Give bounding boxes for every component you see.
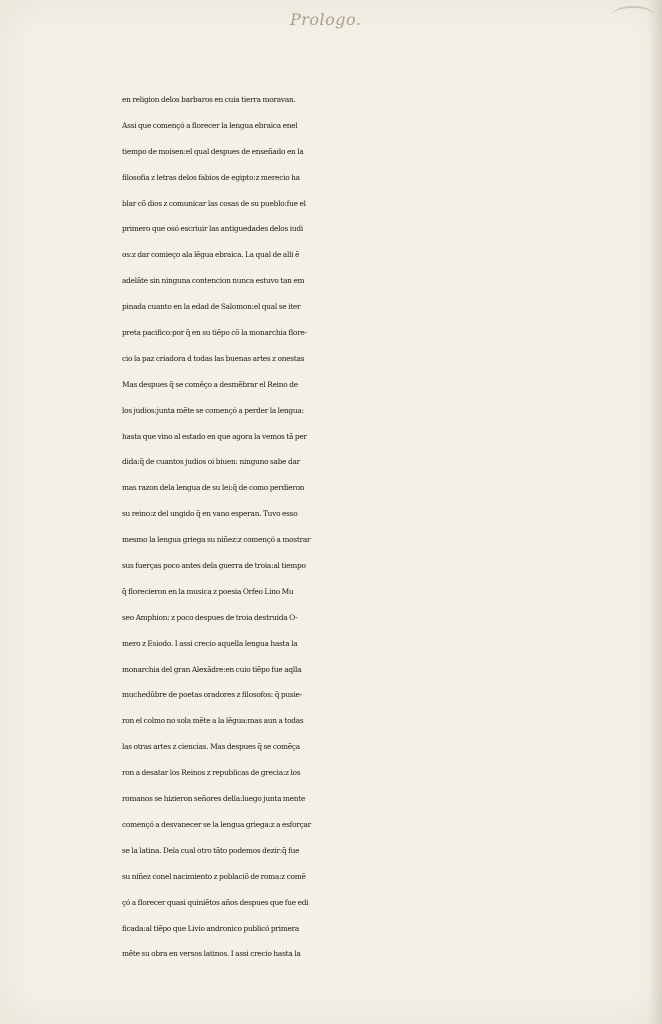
text-line: pinada cuanto en la edad de Salomon:el qual se iter: [122, 302, 301, 312]
text-line: se la latina. Dela cual otro tãto podemos dezir:q̃ fue: [122, 845, 300, 855]
body-text: [122, 87, 592, 967]
text-line: primero que osó escriuir las antiguedades delos iudi: [122, 224, 303, 234]
text-line: muchedũbre de poetas oradores z filosofos: q̃ pusie-: [122, 690, 302, 700]
text-line: blar cõ dios z comunicar las cosas de su pueblo:fue el: [122, 198, 306, 208]
text-line: su reino:z del ungido q̃ en vano esperan. Tuvo esso: [122, 509, 298, 519]
text-line: las otras artes z ciencias. Mas despues q̃ se comẽça: [122, 742, 300, 752]
text-line: monarchia del gran Alexãdre:en cuio tiẽpo fue aqlla: [122, 664, 302, 674]
text-line: çó a florecer quasi quiniẽtos años despues que fue edi: [122, 897, 309, 907]
text-line: os:z dar comieço ala lẽgua ebraica. La qual de alli ẽ: [122, 250, 300, 260]
text-line: en religion delos barbaros en cuia tierra moravan.: [122, 95, 296, 104]
text-line: tiempo de moisen:el qual despues de enseñado en la: [122, 146, 304, 156]
running-head: Prologo.: [290, 10, 362, 29]
text-line: sus fuerças poco antes dela guerra de troia:al tiempo: [122, 561, 306, 571]
text-line: preta pacifico:por q̃ en su tiẽpo cõ la monarchia flore-: [122, 328, 307, 338]
text-line: mẽte su obra en versos latinos. I assi crecio hasta la: [122, 949, 301, 959]
text-line: mero z Esiodo. I assi crecio aquella lengua hasta la: [122, 638, 298, 648]
text-line: adelãte sin ninguna contencion nunca estuvo tan em: [122, 276, 305, 286]
text-line: seo Amphion: z poco despues de troia destruida O-: [122, 612, 298, 622]
text-line: cio la paz criadora d todas las buenas artes z onestas: [122, 353, 305, 363]
text-line: mesmo la lengua griega su niñez:z començó a mostrar: [122, 535, 311, 545]
text-line: mas razon dela lengua de su lei:q̃ de como perdieron: [122, 483, 305, 493]
text-line: hasta que vino al estado en que agora la vemos tã per: [122, 431, 307, 441]
text-line: su niñez conel nacimiento z poblaciõ de roma:z comẽ: [122, 871, 306, 881]
faint-library-stamp: ·: [283, 978, 286, 985]
text-line: Assi que començó a florecer la lengua ebraica enel: [122, 120, 298, 130]
text-line: romanos se hizieron señores della:luego junta mente: [122, 794, 306, 804]
text-line: ron el colmo no sola mẽte a la lẽgua:mas aun a todas: [122, 716, 304, 726]
text-line: Mas despues q̃ se comêço a desmẽbrar el Reino de: [122, 379, 298, 389]
text-line: ron a desatar los Reinos z republicas de grecia:z los: [122, 768, 301, 778]
text-line: q̃ florecieron en la musica z poesia Orfeo Lino Mu: [122, 586, 294, 596]
text-line: filosofia z letras delos fabios de egipto:z merecio ha: [122, 172, 300, 182]
text-line: los judios:junta mẽte se començó a perder la lengua:: [122, 405, 304, 415]
text-line: ficada:al tiẽpo que Livio andronico publicó primera: [122, 923, 300, 933]
page-corner-curl: [612, 6, 654, 24]
text-line: començó a desvanecer se la lengua griega:z a esforçar: [122, 819, 311, 829]
text-line: dida:q̃ de cuantos judios oi biuen: ninguno sabe dar: [122, 457, 300, 467]
